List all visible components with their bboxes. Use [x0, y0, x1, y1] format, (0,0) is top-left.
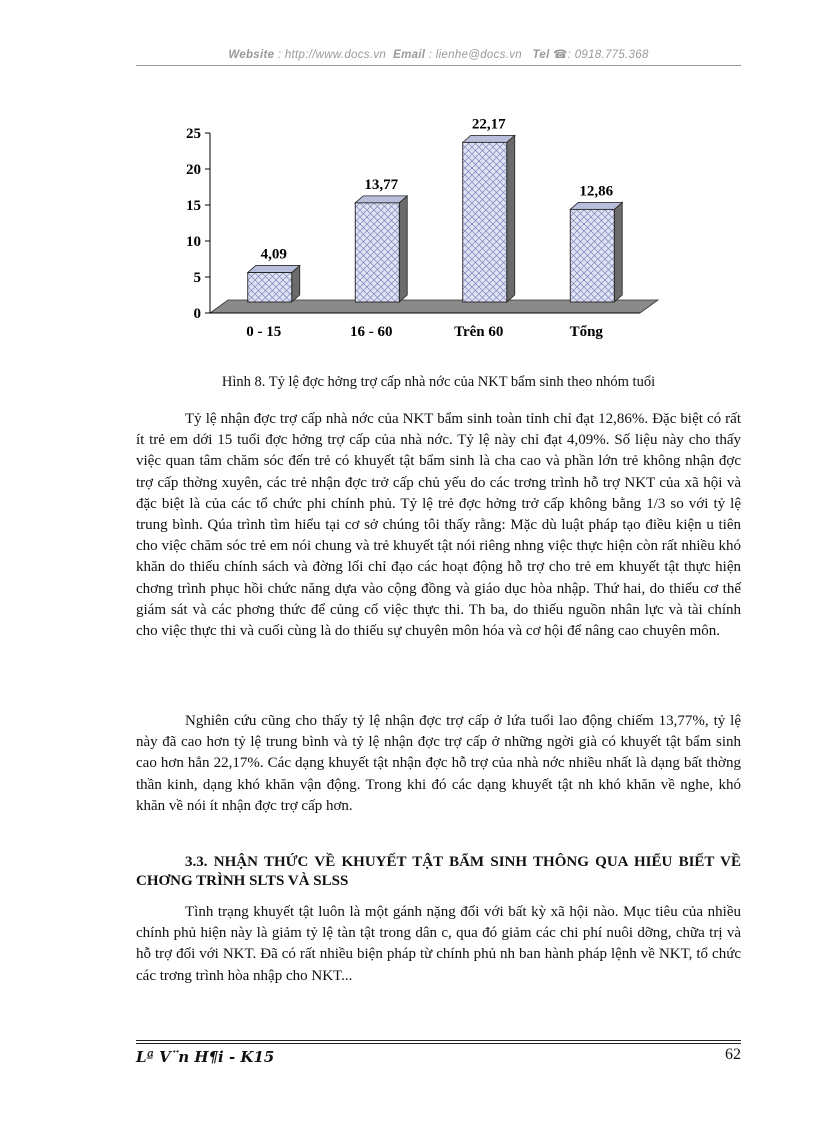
category-label-0: 0 - 15 — [246, 324, 282, 340]
bar-side-1 — [399, 196, 407, 302]
y-tick-label-3: 15 — [186, 198, 201, 214]
paragraph-3 — [136, 902, 741, 987]
paragraph-2-text: Nghiên cứu cũng cho thấy tỷ lệ nhận đợc trợ cấp ở lứa tuổi lao động chiếm 13,77%, tỷ lệ này đã cao hơn tỷ lệ trung bình và tỷ lệ nhận đợc trợ cấp ở những ngời già có khuyết tật bẩm sinh cao hơn hẳn 22,17%. Các dạng khuyết tật nhận đợc hỗ trợ của nhà nớc nhiều nhất là dạng bất thờng thần kinh, dạng khó khăn vận động. Trong khi đó các dạng khuyết tật nh khó khăn về nghe, khó khăn về nói ít nhận đợc trợ cấp hơn. — [136, 713, 741, 814]
section-heading: 3.3. NHẬN THỨC VỀ KHUYẾT TẬT BẨM SINH THÔNG QUA HIỂU BIẾT VỀ CHƠNG TRÌNH SLTS VÀ SLSS — [136, 854, 741, 889]
page-number: 62 — [725, 1046, 741, 1063]
category-label-3: Tổng — [569, 324, 603, 340]
paragraph-2 — [136, 711, 741, 817]
website-value: : http://www.docs.vn — [277, 49, 387, 61]
figure-caption: Hình 8. Tỷ lệ đợc hởng trợ cấp nhà nớc của NKT bẩm sinh theo nhóm tuổi — [221, 374, 656, 390]
value-label-1: 13,77 — [364, 176, 399, 193]
bar-1 — [355, 203, 399, 302]
bar-2 — [463, 142, 507, 302]
bar-3 — [570, 209, 614, 302]
bar-top-2 — [463, 135, 515, 142]
category-label-2: Trên 60 — [454, 324, 504, 340]
header-rule — [136, 65, 741, 66]
bar-side-3 — [614, 202, 622, 302]
email-value: : lienhe@docs.vn — [428, 49, 522, 61]
y-tick-label-5: 25 — [186, 126, 201, 142]
bar-top-0 — [248, 266, 300, 273]
footer-rule-top — [136, 1040, 741, 1041]
tel-value: ☎: 0918.775.368 — [553, 49, 649, 61]
bar-top-3 — [570, 202, 622, 209]
tel-label: Tel — [532, 49, 550, 61]
category-label-1: 16 - 60 — [350, 324, 393, 340]
value-label-0: 4,09 — [260, 246, 287, 263]
paragraph-3-text: Tình trạng khuyết tật luôn là một gánh nặng đối với bất kỳ xã hội nào. Mục tiêu của nhiều chính phủ hiện này là giảm tỷ lệ tàn tật trong dân c, qua đó giảm các chi phí nuôi dỡng, chữa trị và hỗ trợ đối với NKT. Đã có rất nhiều biện pháp từ chính phủ nh ban hành pháp lệnh về NKT, tổ chức các trơng trình hòa nhập cho NKT... — [136, 904, 741, 984]
website-label: Website — [228, 49, 275, 61]
bar-0 — [248, 273, 292, 302]
page-header — [136, 47, 741, 61]
y-tick-label-0: 0 — [193, 306, 201, 322]
value-label-3: 12,86 — [579, 183, 614, 200]
value-label-2: 22,17 — [471, 116, 506, 133]
footer-rule-bottom — [136, 1043, 741, 1044]
y-tick-label-1: 5 — [193, 270, 201, 286]
y-tick-label-4: 20 — [186, 162, 201, 178]
y-tick-label-2: 10 — [186, 234, 201, 250]
paragraph-1-text: Tỷ lệ nhận đợc trợ cấp nhà nớc của NKT bẩm sinh toàn tỉnh chỉ đạt 12,86%. Đặc biệt có rất ít trẻ em dới 15 tuổi đợc hởng trợ cấp của nhà nớc. Tỷ lệ này chỉ đạt 4,09%. Số liệu này cho thấy việc quan tâm chăm sóc đến trẻ có khuyết tật bẩm sinh là cha cao và phần lớn trẻ không nhận đợc trợ cấp thờng xuyên, các trẻ nhận đợc trở cấp chủ yếu do các trơng trình hỗ trợ NKT của xã hội và đặc biệt là của các tổ chức phi chính phủ. Tỷ lệ trẻ đợc hởng trở cấp không bằng 1/3 so với tỷ lệ trung bình. Qúa trình tìm hiểu tại cơ sở chúng tôi thấy rằng: Mặc dù luật pháp tạo điều kiện u tiên cho việc chăm sóc trẻ em nói chung và trẻ khuyết tật nói riêng nhng việc thực hiện còn rất nhiều khó khăn do thiếu chính sách và đờng lối chỉ đạo các hoạt động hỗ trợ cho trẻ em khuyết tật thực hiện chơng trình phục hồi chức năng dựa vào cộng đồng và giáo dục hòa nhập. Thứ hai, do thiếu cơ thế giám sát và các phơng thức để củng cố việc thực thi. Th ba, do thiếu nguồn nhân lực và tài chính cho việc thực thi và cuối cùng là do thiếu sự chuyên môn hóa và cơ hội để nâng cao chuyên môn. — [136, 411, 741, 640]
paragraph-1 — [136, 409, 741, 642]
bar-chart — [150, 105, 670, 355]
bar-top-1 — [355, 196, 407, 203]
bar-side-2 — [507, 135, 515, 302]
email-label: Email — [393, 49, 426, 61]
footer-author: Lª V¨n H¶i - K15 — [136, 1048, 275, 1066]
